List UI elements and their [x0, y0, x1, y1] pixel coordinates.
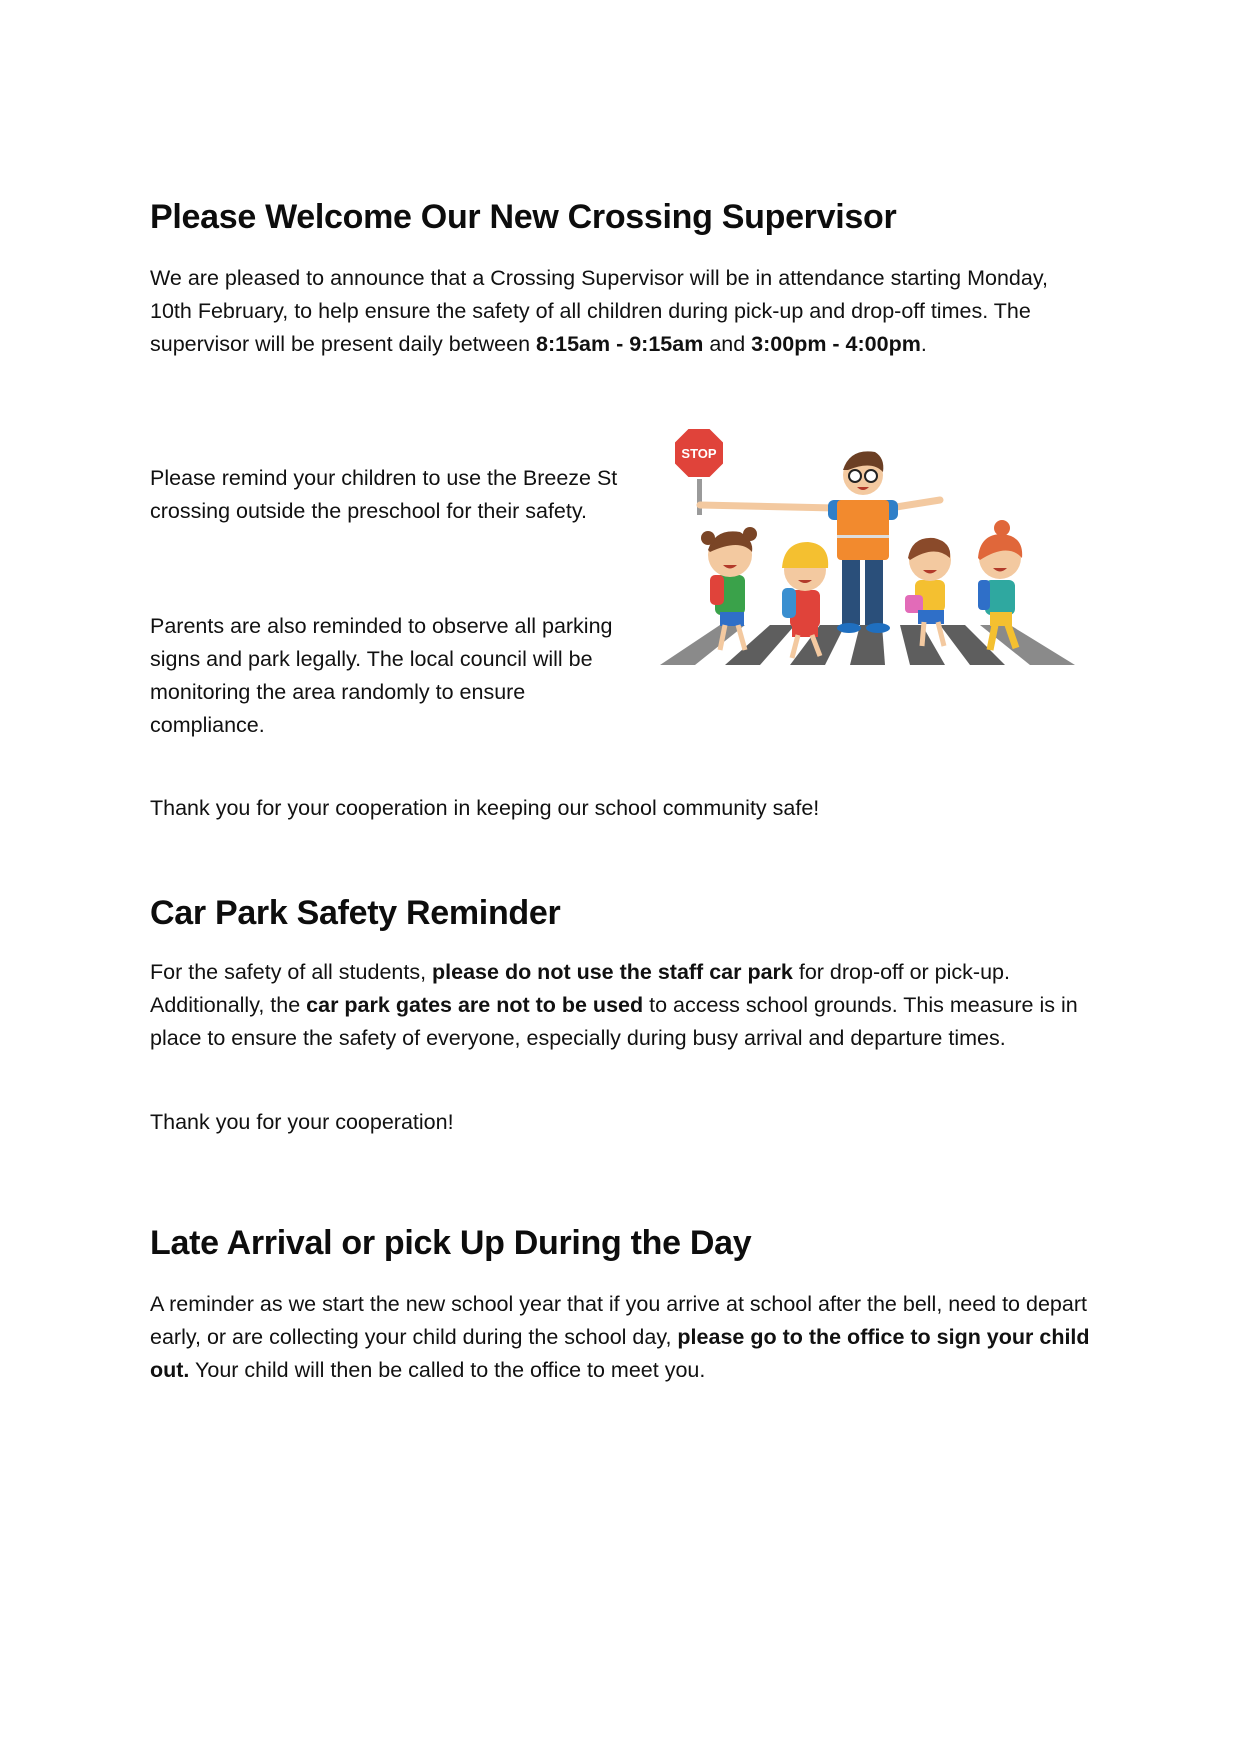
car-park-text: to access school grounds. This measure is in place to ensure the safety of everyone, especially during busy arrival and departure times.: [150, 993, 1078, 1050]
crossing-thanks: Thank you for your cooperation in keeping our school community safe!: [150, 796, 820, 820]
late-arrival-text: Your child will then be called to the office to meet you.: [189, 1358, 706, 1382]
late-arrival-heading: Late Arrival or pick Up During the Day: [150, 1224, 752, 1262]
gates-warning: car park gates are not to be used: [306, 993, 644, 1017]
car-park-text: for drop-off or pick-up. Additionally, the: [150, 960, 1010, 1017]
morning-hours: 8:15am - 9:15am: [536, 332, 704, 356]
intro-text: and: [703, 332, 752, 356]
crossing-reminder-paragraph: Please remind your children to use the Breeze St crossing outside the preschool for their safety.: [150, 466, 618, 523]
late-arrival-paragraph: [150, 1288, 1095, 1387]
crossing-supervisor-intro: [150, 262, 1095, 361]
crossing-supervisor-heading: Please Welcome Our New Crossing Supervisor: [150, 198, 897, 236]
car-park-thanks: Thank you for your cooperation!: [150, 1110, 454, 1134]
intro-text: We are pleased to announce that a Crossing Supervisor will be in attendance starting Monday, 10th February, to help ensure the safety of all children during pick-up and drop-off times. The supervisor will be present daily between: [150, 266, 1048, 356]
afternoon-hours: 3:00pm - 4:00pm: [751, 332, 921, 356]
late-arrival-text: A reminder as we start the new school year that if you arrive at school after the bell, need to depart early, or are collecting your child during the school day,: [150, 1292, 1087, 1349]
car-park-text: For the safety of all students,: [150, 960, 433, 984]
intro-text: .: [920, 332, 927, 356]
crossing-supervisor-illustration: [650, 420, 1080, 675]
stop-sign-text: STOP: [681, 446, 717, 461]
car-park-paragraph: [150, 956, 1095, 1055]
parking-reminder-paragraph: Parents are also reminded to observe all parking signs and park legally. The local council will be monitoring the area randomly to ensure compliance.: [150, 614, 613, 737]
car-park-heading: Car Park Safety Reminder: [150, 894, 561, 932]
staff-car-park-warning: please do not use the staff car park: [432, 960, 793, 984]
sign-out-instruction: please go to the office to sign your child out.: [150, 1325, 1090, 1382]
